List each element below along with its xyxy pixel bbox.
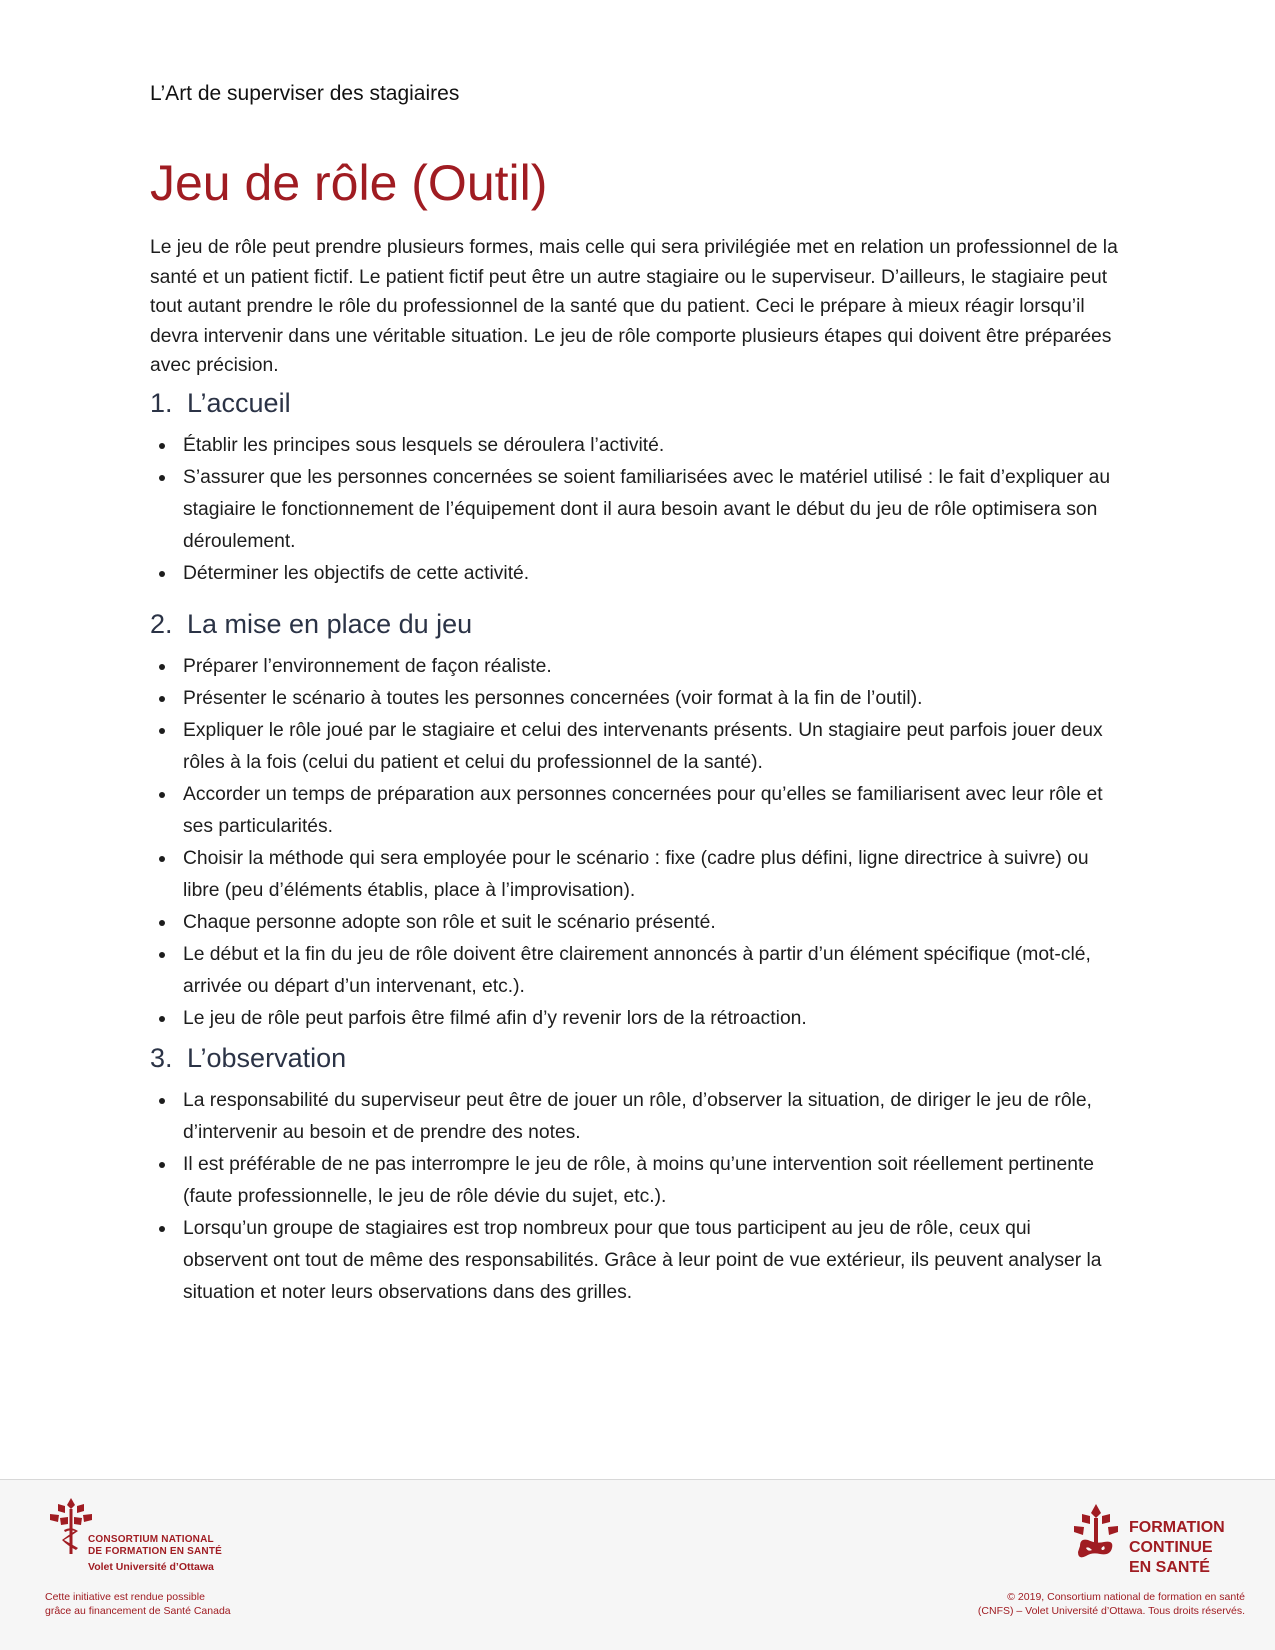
section-title: L’accueil	[187, 388, 291, 418]
list-item: Lorsqu’un groupe de stagiaires est trop nombreux pour que tous participent au jeu de rôle, ceux qui observent ont tout de même des responsabilités. Grâce à leur point de vue extérieur, ils peuvent analyser la situation et noter leurs observations dans des grilles.	[150, 1213, 1120, 1309]
section-heading	[150, 1041, 1120, 1075]
running-header: L’Art de superviser des stagiaires	[150, 82, 460, 105]
section-mise-en-place	[150, 607, 1120, 1035]
section-title: La mise en place du jeu	[187, 609, 473, 639]
list-item: Préparer l’environnement de façon réaliste.	[150, 651, 1120, 683]
funding-note: Cette initiative est rendue possible grâce au financement de Santé Canada	[45, 1591, 231, 1617]
bullet-icon	[159, 792, 165, 798]
list-item: Le jeu de rôle peut parfois être filmé afin d’y revenir lors de la rétroaction.	[150, 1003, 1120, 1035]
bullet-icon	[159, 920, 165, 926]
list-item: S’assurer que les personnes concernées se soient familiarisées avec le matériel utilisé : le fait d’expliquer au stagiaire le fonctionnement de l’équipement dont il aura besoin avant le début du jeu de rôle optimisera son déroulement.	[150, 462, 1120, 558]
section-accueil	[150, 386, 1120, 590]
list-item: Accorder un temps de préparation aux personnes concernées pour qu’elles se familiarisent avec leur rôle et ses particularités.	[150, 779, 1120, 843]
bullet-icon	[159, 443, 165, 449]
page-title: Jeu de rôle (Outil)	[150, 155, 548, 211]
cnfs-subtitle: Volet Université d’Ottawa	[88, 1561, 214, 1573]
section-number: 1.	[150, 388, 173, 418]
formation-continue-logo-icon	[1070, 1502, 1122, 1566]
bullet-icon	[159, 696, 165, 702]
list-item: Le début et la fin du jeu de rôle doivent être clairement annoncés à partir d’un élément spécifique (mot-clé, arrivée ou départ d’un intervenant, etc.).	[150, 939, 1120, 1003]
section-heading	[150, 607, 1120, 641]
list-item: Établir les principes sous lesquels se déroulera l’activité.	[150, 430, 1120, 462]
bullet-icon	[159, 1098, 165, 1104]
list-item: Déterminer les objectifs de cette activité.	[150, 558, 1120, 590]
bullet-icon	[159, 664, 165, 670]
bullet-icon	[159, 952, 165, 958]
section-observation	[150, 1041, 1120, 1309]
bullet-icon	[159, 571, 165, 577]
intro-paragraph: Le jeu de rôle peut prendre plusieurs formes, mais celle qui sera privilégiée met en relation un professionnel de la santé et un patient fictif. Le patient fictif peut être un autre stagiaire ou le superviseur. D’ailleurs, le stagiaire peut tout autant prendre le rôle du professionnel de la santé que du patient. Ceci le prépare à mieux réagir lorsqu’il devra intervenir dans une véritable situation. Le jeu de rôle comporte plusieurs étapes qui doivent être préparées avec précision.	[150, 237, 1118, 376]
bullet-icon	[159, 856, 165, 862]
bullet-icon	[159, 1226, 165, 1232]
bullet-list	[150, 651, 1120, 1035]
bullet-list	[150, 1085, 1120, 1309]
copyright-notice: © 2019, Consortium national de formation en santé (CNFS) – Volet Université d’Ottawa. Tous droits réservés.	[977, 1591, 1245, 1617]
list-item: Expliquer le rôle joué par le stagiaire et celui des intervenants présents. Un stagiaire peut parfois jouer deux rôles à la fois (celui du patient et celui du professionnel de la santé).	[150, 715, 1120, 779]
bullet-icon	[159, 1016, 165, 1022]
bullet-icon	[159, 1162, 165, 1168]
formation-continue-name: FORMATION CONTINUE EN SANTÉ	[1129, 1519, 1225, 1576]
section-title: L’observation	[187, 1043, 347, 1073]
list-item: Chaque personne adopte son rôle et suit le scénario présenté.	[150, 907, 1120, 939]
list-item: Il est préférable de ne pas interrompre le jeu de rôle, à moins qu’une intervention soit réellement pertinente (faute professionnelle, le jeu de rôle dévie du sujet, etc.).	[150, 1149, 1120, 1213]
section-heading	[150, 386, 1120, 420]
section-number: 3.	[150, 1043, 173, 1073]
bullet-icon	[159, 728, 165, 734]
section-number: 2.	[150, 609, 173, 639]
cnfs-name: CONSORTIUM NATIONAL DE FORMATION EN SANTÉ	[88, 1534, 223, 1557]
list-item: Présenter le scénario à toutes les personnes concernées (voir format à la fin de l’outil).	[150, 683, 1120, 715]
bullet-icon	[159, 475, 165, 481]
page-footer	[0, 1480, 1275, 1650]
list-item: La responsabilité du superviseur peut être de jouer un rôle, d’observer la situation, de diriger le jeu de rôle, d’intervenir au besoin et de prendre des notes.	[150, 1085, 1120, 1149]
list-item: Choisir la méthode qui sera employée pour le scénario : fixe (cadre plus défini, ligne directrice à suivre) ou libre (peu d’éléments établis, place à l’improvisation).	[150, 843, 1120, 907]
bullet-list	[150, 430, 1120, 590]
